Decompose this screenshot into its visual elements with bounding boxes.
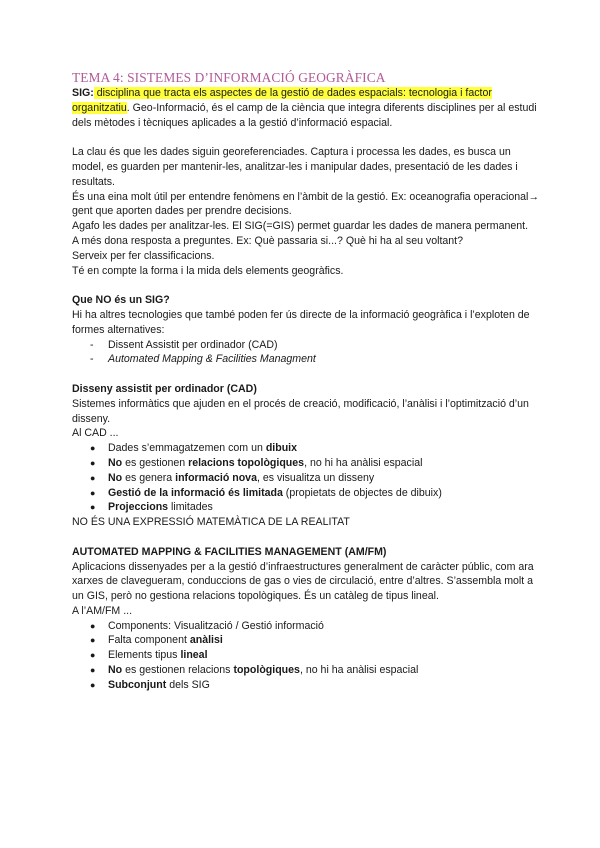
amfm-lead: A l’AM/FM ...: [72, 604, 133, 617]
paragraph-4: A més dona resposta a preguntes. Ex: Què passaria si...? Què hi ha al seu voltant?: [72, 234, 464, 247]
bullet-icon: ●: [90, 620, 96, 631]
list-item: ● Components: Visualització / Gestió informació: [90, 619, 324, 632]
section-heading-cad: Disseny assistit per ordinador (CAD): [72, 382, 257, 395]
cad-list: [72, 441, 542, 515]
list-item: ● Gestió de la informació és limitada (propietats de objectes de dibuix): [90, 486, 442, 499]
paragraph-1: La clau és que les dades siguin georeferenciades. Captura i processa les dades, es busca un model, es guarden per mantenir-les, analitzar-les i manipular dades, presentació de les dades i resultats.: [72, 146, 518, 188]
list-item: ● Dades s’emmagatzemen com un dibuix: [90, 442, 298, 455]
bullet-icon: ●: [90, 487, 96, 498]
bullet-icon: ●: [90, 472, 96, 483]
list-item: ● Subconjunt dels SIG: [90, 678, 210, 691]
list-item: ● No es genera informació nova, es visualitza un disseny: [90, 471, 375, 484]
section-heading-amfm: AUTOMATED MAPPING & FACILITIES MANAGEMENT (AM/FM): [72, 545, 387, 558]
list-item: - Dissent Assistit per ordinador (CAD): [90, 338, 278, 351]
list-item: ● Elements tipus lineal: [90, 649, 208, 662]
bullet-icon: ●: [90, 443, 96, 454]
intro-label: SIG:: [72, 87, 94, 99]
section-text-cad: Sistemes informàtics que ajuden en el procés de creació, modificació, l’anàlisi i l’optimització d’un disseny.: [72, 397, 529, 425]
bullet-icon: ●: [90, 650, 96, 661]
paragraph-2: És una eina molt útil per entendre fenòmens en l’àmbit de la gestió. Ex: oceanografia operacional→ gent que aporten dades per prendre decisions.: [72, 190, 539, 218]
dash-marker: -: [90, 338, 94, 351]
intro-highlight: disciplina que tracta els aspectes de la gestió de dades espacials: tecnologia i factor organitzatiu: [72, 87, 492, 114]
list-item: ● No es gestionen relacions topològiques, no hi ha anàlisi espacial: [90, 664, 419, 677]
bullet-icon: ●: [90, 457, 96, 468]
paragraph-5: Serveix per fer classificacions.: [72, 249, 215, 262]
document-page: [72, 70, 542, 693]
page-title: TEMA 4: SISTEMES D’INFORMACIÓ GEOGRÀFICA: [72, 70, 386, 85]
bullet-icon: ●: [90, 665, 96, 676]
section-text-amfm: Aplicacions dissenyades per a la gestió d’infraestructures generalment de caràcter públic, com ara xarxes de clavegueram, conduccions de gas o vies de circulació, entre d’altres. S’assembla molt a un GIS, però no gestiona relacions topològiques. És un catàleg de tipus lineal.: [72, 560, 534, 603]
list-item: ● Falta component anàlisi: [90, 634, 223, 647]
bullet-icon: ●: [90, 502, 96, 513]
cad-lead: Al CAD ...: [72, 427, 119, 440]
bullet-icon: ●: [90, 635, 96, 646]
not-sig-list: [72, 338, 542, 368]
amfm-list: [72, 619, 542, 693]
list-item: ● No es gestionen relacions topològiques, no hi ha anàlisi espacial: [90, 456, 423, 469]
intro-rest: . Geo-Informació, és el camp de la ciència que integra diferents disciplines per al estudi dels mètodes i tècniques aplicades a la gestió d’informació espacial.: [72, 101, 537, 129]
section-text-not-sig: Hi ha altres tecnologies que també poden fer ús directe de la informació geogràfica i l’exploten de formes alternatives:: [72, 308, 530, 336]
cad-closing: NO ÉS UNA EXPRESSIÓ MATEMÀTICA DE LA REALITAT: [72, 516, 350, 529]
list-item: - Automated Mapping & Facilities Managment: [90, 353, 316, 366]
list-item: ● Projeccions limitades: [90, 501, 213, 514]
paragraph-3: Agafo les dades per analitzar-les. El SIG(=GIS) permet guardar les dades de manera permanent.: [72, 220, 529, 233]
dash-marker: -: [90, 353, 94, 366]
paragraph-6: Té en compte la forma i la mida dels elements geogràfics.: [72, 264, 344, 277]
bullet-icon: ●: [90, 679, 96, 690]
intro-paragraph: [72, 86, 542, 130]
section-heading-not-sig: Que NO és un SIG?: [72, 294, 170, 307]
